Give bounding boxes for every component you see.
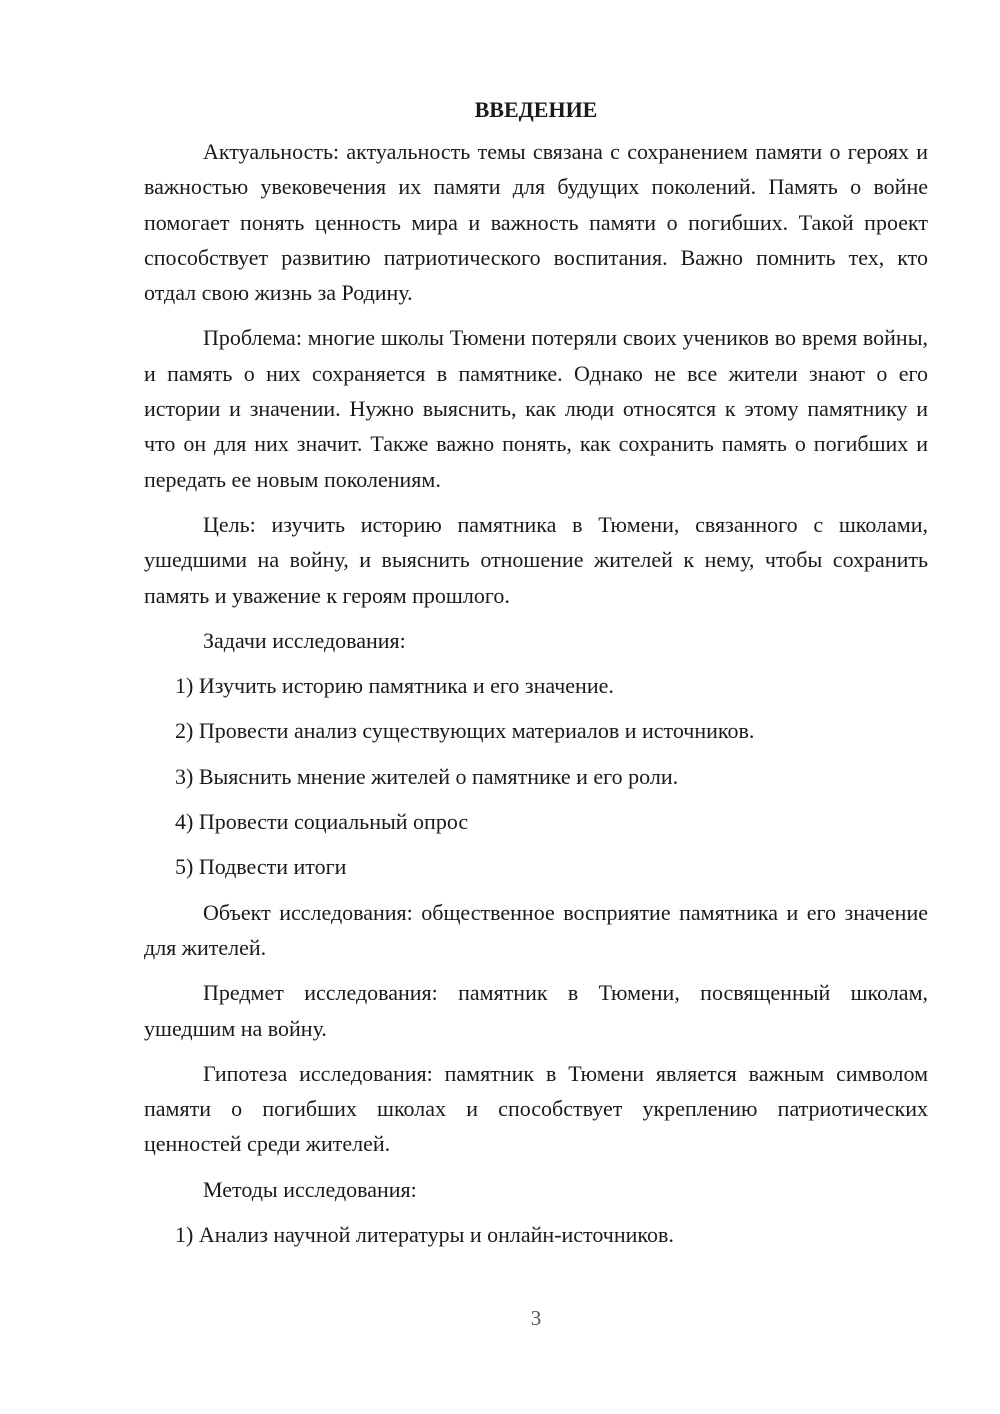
tasks-label: Задачи исследования: <box>203 627 406 653</box>
goal-paragraph: Цель: изучить историю памятника в Тюмени, связанного с школами, ушедшими на войну, и выяснить отношение жителей к нему, чтобы сохранить память и уважение к героям прошлого. <box>144 511 928 608</box>
task-item: 3) Выяснить мнение жителей о памятнике и его роли. <box>175 763 679 789</box>
section-heading: ВВЕДЕНИЕ <box>474 97 598 122</box>
page-content <box>144 95 928 1262</box>
method-item: 1) Анализ научной литературы и онлайн-источников. <box>175 1222 674 1248</box>
task-item: 5) Подвести итоги <box>175 854 347 880</box>
problem-paragraph: Проблема: многие школы Тюмени потеряли своих учеников во время войны, и память о них сохраняется в памятнике. Однако не все жители знают о его истории и значении. Нужно выяснить, как люди относятся к этому памятнику и что он для них значит. Также важно понять, как сохранить память о погибших и передать ее новым поколениям. <box>144 325 928 492</box>
page-number: 3 <box>530 1306 542 1330</box>
methods-label: Методы исследования: <box>203 1176 417 1202</box>
task-item: 1) Изучить историю памятника и его значение. <box>175 673 614 699</box>
task-item: 2) Провести анализ существующих материалов и источников. <box>175 718 755 744</box>
hypothesis-paragraph: Гипотеза исследования: памятник в Тюмени является важным символом памяти о погибших школах и способствует укреплению патриотических ценностей среди жителей. <box>144 1060 928 1157</box>
subject-paragraph: Предмет исследования: памятник в Тюмени, посвященный школам, ушедшим на войну. <box>144 980 928 1041</box>
object-paragraph: Объект исследования: общественное восприятие памятника и его значение для жителей. <box>144 899 928 960</box>
relevance-paragraph: Актуальность: актуальность темы связана с сохранением памяти о героях и важностью увековечения их памяти для будущих поколений. Память о войне помогает понять ценность мира и важность памяти о погибших. Такой проект способствует развитию патриотического воспитания. Важно помнить тех, кто отдал свою жизнь за Родину. <box>144 139 928 306</box>
task-item: 4) Провести социальный опрос <box>175 809 469 835</box>
